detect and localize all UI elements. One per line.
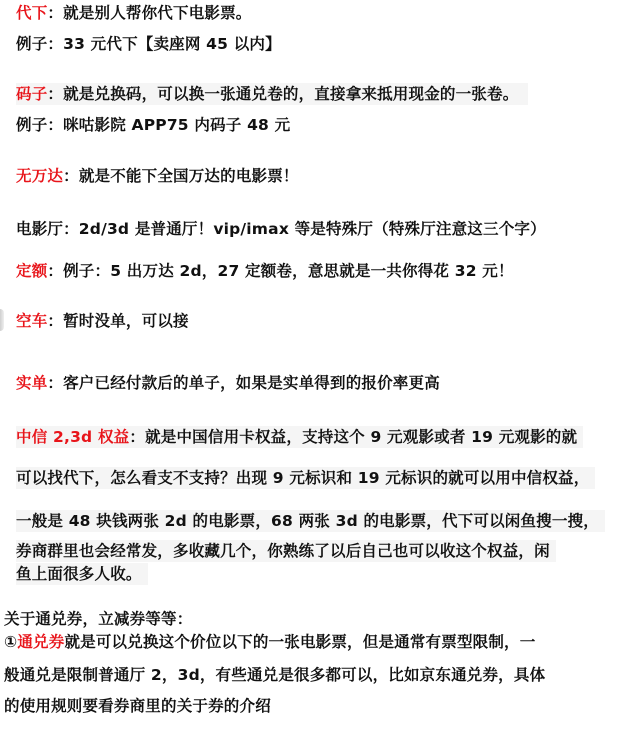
term-separator: ： bbox=[47, 374, 64, 392]
continuation-line bbox=[16, 467, 595, 489]
continuation-text: 可以找代下，怎么看支不支持？出现 9 元标识和 19 元标识的就可以用中信权益， bbox=[16, 469, 590, 487]
term-definition: 就是不能下全国万达的电影票！ bbox=[78, 167, 299, 185]
term-label: 中信 2,3d 权益 bbox=[16, 428, 130, 446]
term-definition: 就是别人帮你代下电影票。 bbox=[63, 4, 252, 22]
term-separator: ： bbox=[47, 4, 64, 22]
glossary-entry-cinema-hall bbox=[16, 218, 546, 240]
continuation-text: 鱼上面很多人收。 bbox=[16, 565, 142, 583]
example-line bbox=[16, 33, 281, 55]
term-label: 代下 bbox=[16, 4, 48, 22]
continuation-text: 一般是 48 块钱两张 2d 的电影票，68 两张 3d 的电影票，代下可以闲鱼搜一搜， bbox=[16, 512, 599, 530]
example-text: 例子：咪咕影院 APP75 内码子 48 元 bbox=[16, 116, 291, 134]
continuation-line bbox=[4, 664, 545, 686]
continuation-text: 的使用规则要看券商里的关于券的介绍 bbox=[4, 697, 271, 715]
item-text: 就是可以兑换这个价位以下的一张电影票，但是通常有票型限制，一 bbox=[64, 633, 536, 651]
glossary-entry-dinge bbox=[16, 260, 514, 282]
term-definition: 就是中国信用卡权益，支持这个 9 元观影或者 19 元观影的就 bbox=[145, 428, 578, 446]
example-text: 例子：33 元代下【卖座网 45 以内】 bbox=[16, 35, 281, 53]
coupon-section-heading bbox=[4, 608, 192, 630]
continuation-line bbox=[4, 695, 271, 717]
page-edge-marker bbox=[0, 309, 4, 331]
term-separator: ： bbox=[63, 167, 79, 185]
glossary-entry-zhongxin bbox=[16, 426, 583, 448]
section-heading-text: 关于通兑券，立减券等等： bbox=[4, 610, 193, 628]
coupon-item-1 bbox=[4, 631, 535, 653]
term-separator: ： bbox=[47, 262, 64, 280]
continuation-text: 券商群里也会经常发，多收藏几个，你熟练了以后自己也可以收这个权益，闲 bbox=[16, 542, 550, 560]
continuation-line bbox=[16, 540, 556, 562]
continuation-text: 般通兑是限制普通厅 2，3d，有些通兑是很多都可以，比如京东通兑券，具体 bbox=[4, 666, 546, 684]
continuation-line bbox=[16, 563, 148, 585]
glossary-entry-wuwanda bbox=[16, 165, 299, 187]
term-label: 无万达 bbox=[16, 167, 64, 185]
term-definition: 例子：5 出万达 2d，27 定额卷，意思就是一共你得花 32 元！ bbox=[63, 262, 514, 280]
glossary-entry-daixia bbox=[16, 2, 252, 24]
term-definition: 客户已经付款后的单子，如果是实单得到的报价率更高 bbox=[63, 374, 440, 392]
term-definition: 暂时没单，可以接 bbox=[63, 312, 189, 330]
glossary-entry-kongche bbox=[16, 310, 189, 332]
glossary-entry-shidan bbox=[16, 372, 440, 394]
plain-text: 电影厅：2d/3d 是普通厅！vip/imax 等是特殊厅（特殊厅注意这三个字） bbox=[16, 220, 546, 238]
term-label: 通兑券 bbox=[17, 633, 65, 651]
term-separator: ： bbox=[129, 428, 146, 446]
example-line bbox=[16, 114, 290, 136]
term-label: 实单 bbox=[16, 374, 48, 392]
term-definition: 就是兑换码，可以换一张通兑卷的，直接拿来抵用现金的一张卷。 bbox=[63, 85, 519, 103]
term-separator: ： bbox=[47, 85, 64, 103]
term-label: 定额 bbox=[16, 262, 48, 280]
glossary-entry-mazi bbox=[16, 83, 528, 105]
circled-number-one: ① bbox=[4, 633, 18, 651]
continuation-line bbox=[16, 510, 605, 532]
term-label: 空车 bbox=[16, 312, 48, 330]
term-separator: ： bbox=[47, 312, 64, 330]
term-label: 码子 bbox=[16, 85, 48, 103]
